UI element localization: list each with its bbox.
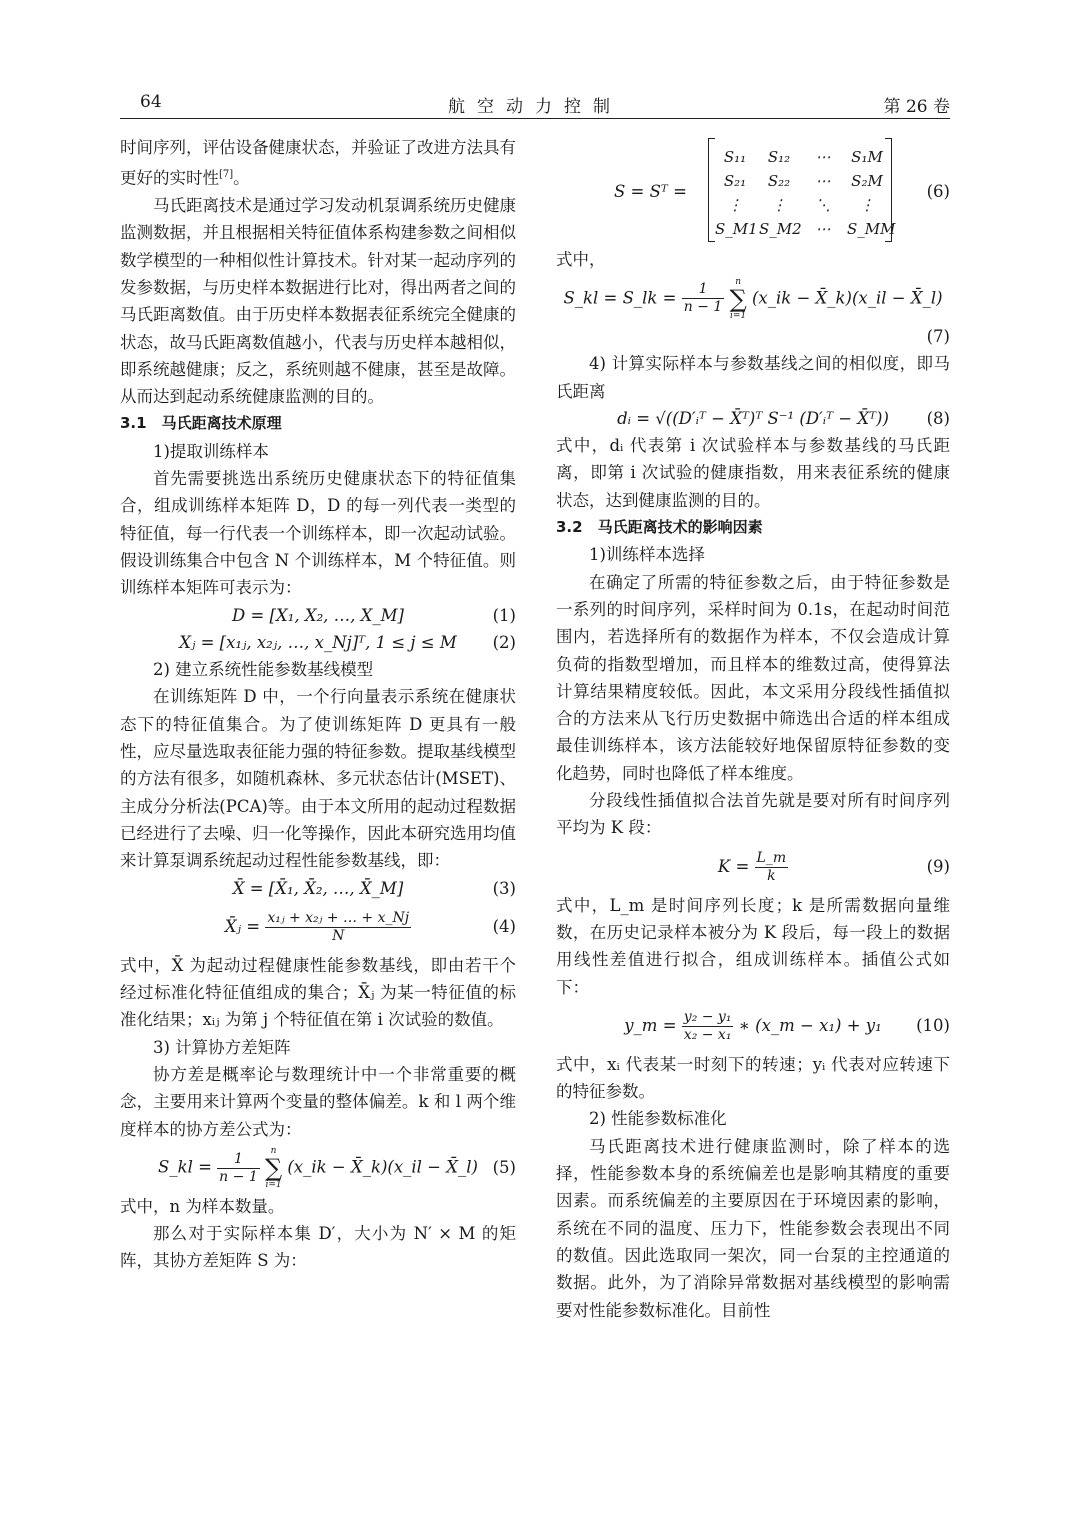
paragraph: 在训练矩阵 D 中，一个行向量表示系统在健康状态下的特征值集合。为了使训练矩阵 D 更具有一般性，应尽量选取表征能力强的特征参数。提取基线模型的方法有很多，如随机森林、多元状态估计(MSET)、主成分分析法(PCA)等。由于本文所用的起动过程数据已经进行了去噪、归一化等操作，因此本研究选用均值来计算泵调系统起动过程性能参数基线，即： (120, 687, 516, 871)
paragraph: 协方差是概率论与数理统计中一个非常重要的概念，主要用来计算两个变量的整体偏差。k 和 l 两个维度样本的协方差公式为： (120, 1065, 516, 1139)
fraction: $\frac{\text{x₁ⱼ + x₂ⱼ + … + x\_Nj}}{N}$ (267, 909, 410, 944)
equation-3: X̄ = [X̄₁, X̄₂, …, X̄_M] (3) (120, 875, 516, 902)
subheading: 2) 性能参数标准化 (589, 1109, 727, 1129)
equation-6: S = Sᵀ = S₁₁ S₁₂ ⋯ S₁M S₂₁ S₂₂ ⋯ S₂M ⋮ ⋮ ⋱ ⋮ S_M1 S_M2 ⋯ S_MM (6) (556, 134, 950, 246)
subheading: 2) 建立系统性能参数基线模型 (153, 660, 374, 680)
matrix-cell: S₂M (851, 172, 883, 190)
fraction: $\frac{L\_m}{k}$ (756, 849, 787, 884)
matrix-cell: S₂₂ (767, 172, 791, 190)
summation-sign: n ∑ i=1 (264, 1146, 283, 1191)
equation-number: (4) (492, 916, 516, 936)
equation-4: X̄ⱼ = $\frac{\text{x₁ⱼ + x₂ⱼ + … + x\_Nj}}{N}$ (4) (120, 902, 516, 952)
fraction: $\frac{1}{n - 1}$ (219, 1150, 258, 1185)
paragraph: 在确定了所需的特征参数之后，由于特征参数是一系列的时间序列，采样时间为 0.1s，在起动时间范围内，若选择所有的数据作为样本，不仅会造成计算负荷的指数型增加，而且样本的维数过高，使得算法计算结果精度较低。因此，本文采用分段线性插值拟合的方法来从飞行历史数据中筛选出合适的样本组成最佳训练样本，该方法能较好地保留原特征参数的变化趋势，同时也降低了样本维度。 (556, 572, 950, 783)
matrix-cell: S₁₂ (767, 148, 791, 166)
paragraph: 那么对于实际样本集 D′，大小为 N′ × M 的矩阵，其协方差矩阵 S 为： (120, 1224, 516, 1271)
summation-sign: n ∑ i=1 (729, 276, 747, 321)
subheading: 1)训练样本选择 (589, 545, 705, 565)
equation-2: Xⱼ = [x₁ⱼ, x₂ⱼ, …, x_Nj]ᵀ, 1 ≤ j ≤ M (2) (120, 629, 516, 656)
paragraph: 马氏距离技术进行健康监测时，除了样本的选择，性能参数本身的系统偏差也是影响其精度的重要因素。而系统偏差的主要原因在于环境因素的影响，系统在不同的温度、压力下，性能参数会表现出不同的数值。因此选取同一架次，同一台泵的主控通道的数据。此外，为了消除异常数据对基线模型的影响需要对性能参数标准化。目前性 (556, 1136, 950, 1320)
matrix-cell: ⋯ (815, 148, 831, 166)
equation-number: (7) (926, 327, 950, 347)
equation-1: D = [X₁, X₂, …, X_M] (1) (120, 602, 516, 629)
equation-7-number-line (556, 323, 950, 350)
covariance-matrix (708, 138, 896, 242)
section-heading: 3.2 马氏距离技术的影响因素 (556, 518, 763, 537)
equation-10: y_m = $\frac{\text{y₂ − y₁}}{\text{x₂ − x₁}}$ ∗ (x_m − x₁) + y₁ (10) (556, 1001, 950, 1051)
equation-9: K = $\frac{L\_m}{k}$ (9) (556, 842, 950, 892)
paragraph: 式中，dᵢ 代表第 i 次试验样本与参数基线的马氏距离，即第 i 次试验的健康指数，用来表征系统的健康状态，达到健康监测的目的。 (556, 436, 950, 510)
equation-number: (5) (492, 1157, 516, 1177)
volume-label: 第 26 卷 (883, 97, 950, 117)
running-header (120, 92, 950, 119)
matrix-cell: ⋯ (815, 172, 831, 190)
equation-8: dᵢ = √((D′ᵢᵀ − X̄ᵀ)ᵀ S⁻¹ (D′ᵢᵀ − X̄ᵀ)) (8) (556, 405, 950, 432)
section-heading: 3.1 马氏距离技术原理 (120, 414, 282, 433)
paragraph: 式中， (556, 250, 606, 269)
equation-number: (3) (492, 878, 516, 898)
equation-5: S_kl = $\frac{1}{n - 1}$ n ∑ i=1 (x_ik − X̄_k)(x_il − X̄_l) (5) (120, 1143, 516, 1193)
equation-number: (9) (926, 856, 950, 876)
paragraph: 分段线性插值拟合法首先就是要对所有时间序列平均为 K 段： (556, 791, 950, 838)
paragraph: 时间序列，评估设备健康状态，并验证了改进方法具有更好的实时性[7]。 (120, 138, 516, 188)
equation-number: (2) (492, 632, 516, 652)
page-number: 64 (140, 92, 162, 112)
subheading: 4) 计算实际样本与参数基线之间的相似度，即马氏距离 (556, 354, 950, 401)
matrix-cell: S_M1 (715, 220, 758, 238)
paragraph: 式中，n 为样本数量。 (120, 1196, 285, 1216)
equation-7: S_kl = S_lk = $\frac{1}{n - 1}$ n ∑ i=1 (x_ik − X̄_k)(x_il − X̄_l) (563, 276, 943, 321)
paragraph: 马氏距离技术是通过学习发动机泵调系统历史健康监测数据，并且根据相关特征值体系构建参数之间相似数学模型的一种相似性计算技术。针对某一起动序列的发参数据，与历史样本数据进行比对，得出两者之间的马氏距离数值。由于历史样本数据表征系统完全健康的状态，故马氏距离数值越小，代表与历史样本越相似，即系统越健康；反之，系统则越不健康，甚至是故障。从而达到起动系统健康监测的目的。 (120, 196, 516, 407)
paragraph: 首先需要挑选出系统历史健康状态下的特征值集合，组成训练样本矩阵 D，D 的每一列代表一类型的特征值，每一行代表一个训练样本，即一次起动试验。假设训练集合中包含 N 个训练样本，M 个特征值。则训练样本矩阵可表示为： (120, 469, 516, 598)
citation[interactable]: [7] (219, 169, 234, 181)
journal-title: 航空动力控制 (448, 97, 622, 117)
equation-number: (1) (492, 605, 516, 625)
equation-number: (6) (926, 182, 950, 201)
matrix-cell: S_M2 (759, 220, 802, 238)
equation-number: (8) (926, 408, 950, 428)
left-column (120, 134, 516, 1275)
equation-number: (10) (916, 1015, 950, 1035)
paragraph: 式中，L_m 是时间序列长度；k 是所需数据向量维数，在历史记录样本被分为 K 段后，每一段上的数据用线性差值进行拟合，组成训练样本。插值公式如下： (556, 895, 950, 997)
matrix-cell: S_MM (847, 220, 896, 238)
right-column (556, 134, 950, 1324)
matrix-cell: ⋯ (815, 220, 831, 238)
matrix-cell: ⋮ (859, 196, 875, 214)
paragraph: 式中，X̄ 为起动过程健康性能参数基线，即由若干个经过标准化特征值组成的集合；X̄ⱼ 为某一特征值的标准化结果；xᵢⱼ 为第 j 个特征值在第 i 次试验的数值。 (120, 955, 516, 1030)
fraction: $\frac{\text{y₂ − y₁}}{\text{x₂ − x₁}}$ (683, 1008, 732, 1043)
matrix-cell: ⋮ (727, 196, 743, 214)
matrix-cell: ⋮ (771, 196, 787, 214)
matrix-cell: S₂₁ (723, 172, 747, 190)
matrix-cell: S₁₁ (723, 148, 747, 166)
matrix-cell: ⋱ (815, 196, 831, 214)
subheading: 1)提取训练样本 (153, 441, 269, 461)
matrix-cell: S₁M (851, 148, 883, 166)
fraction: $\frac{1}{n - 1}$ (683, 281, 723, 316)
paragraph: 式中，xᵢ 代表某一时刻下的转速；yᵢ 代表对应转速下的特征参数。 (556, 1054, 950, 1102)
subheading: 3) 计算协方差矩阵 (153, 1037, 291, 1057)
